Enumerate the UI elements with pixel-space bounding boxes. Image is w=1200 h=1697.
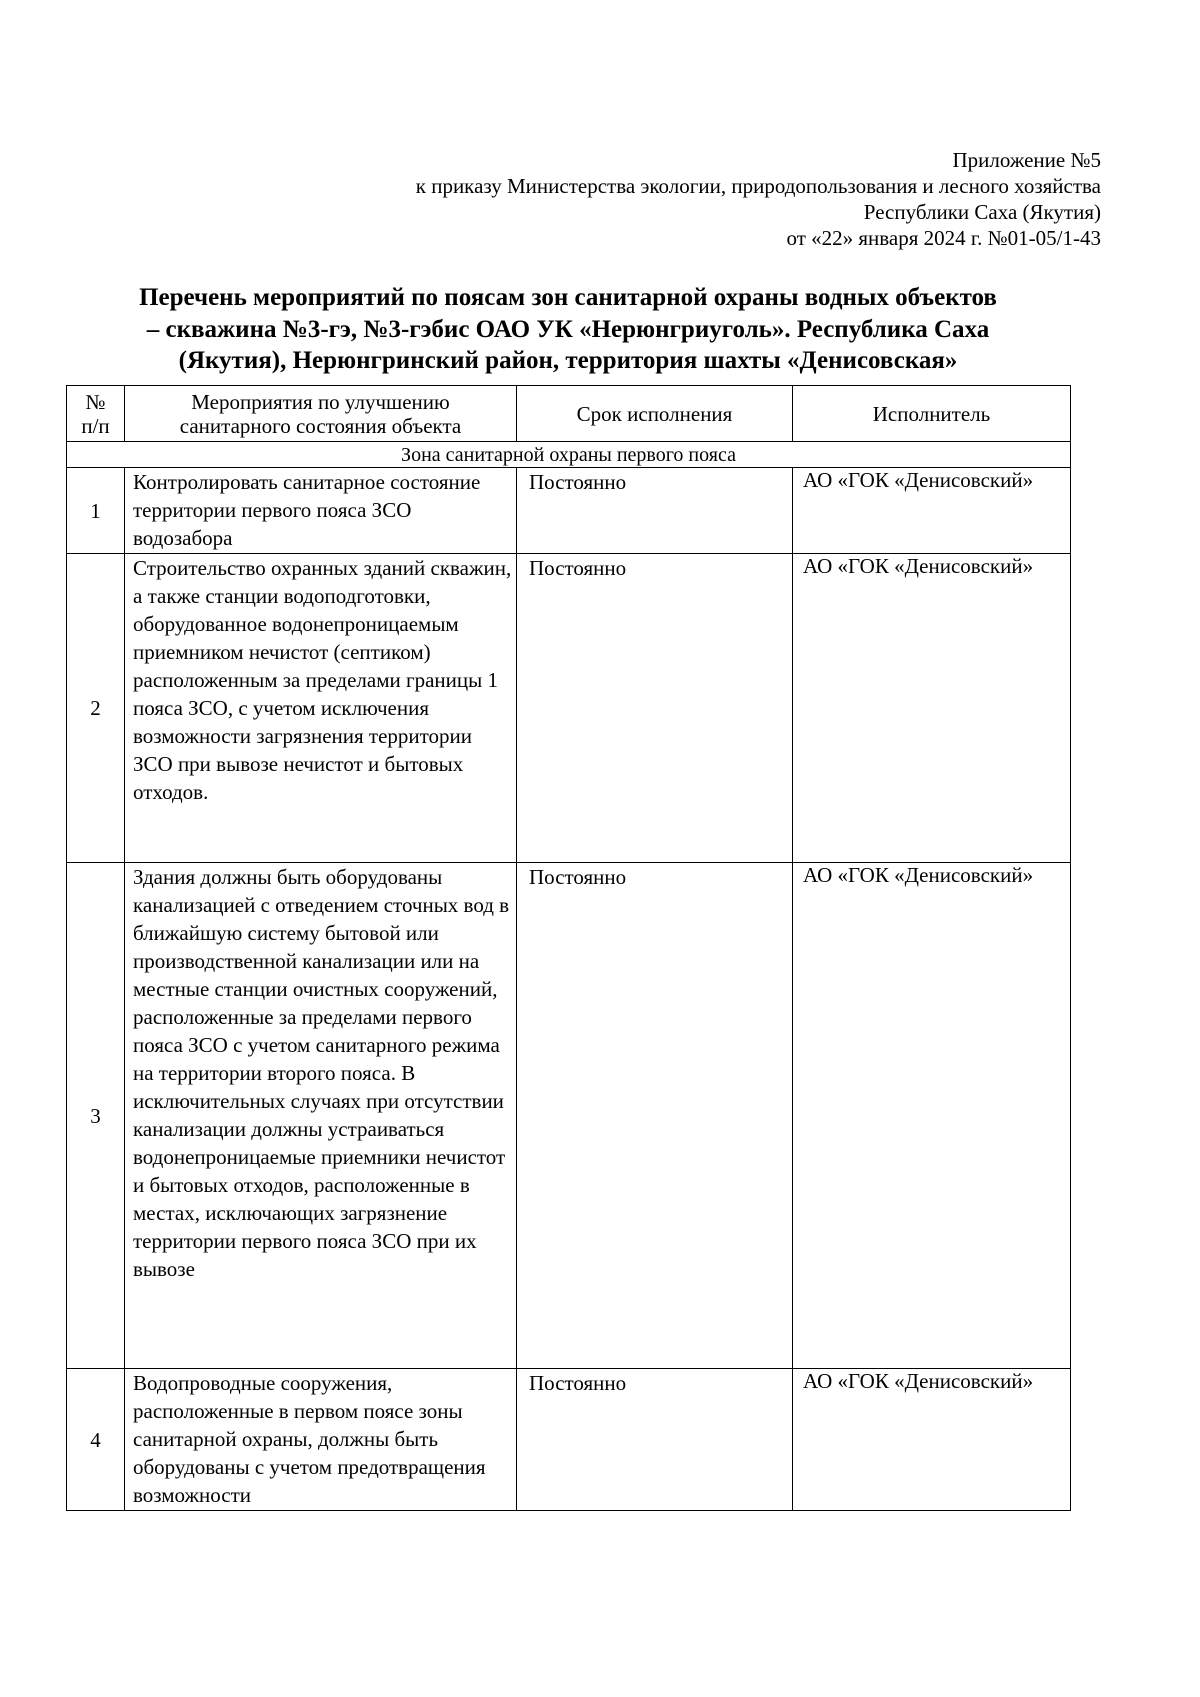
- row-term: Постоянно: [517, 863, 793, 1369]
- row-term: Постоянно: [517, 1369, 793, 1511]
- row-measure: Контролировать санитарное состояние территории первого пояса ЗСО водозабора: [125, 468, 517, 554]
- table-row: [67, 1369, 1071, 1511]
- header-term: Срок исполнения: [517, 386, 793, 442]
- title-line-2: – скважина №3-гэ, №3-гэбис ОАО УК «Нерюнгриуголь». Республика Саха: [146, 315, 990, 343]
- header-measure: [125, 386, 517, 442]
- row-executor: АО «ГОК «Денисовский»: [793, 1369, 1071, 1511]
- header-measure-line2: санитарного состояния объекта: [179, 413, 462, 438]
- zone-row: [67, 442, 1071, 468]
- row-measure: Строительство охранных зданий скважин, а также станции водоподготовки, оборудованное водонепроницаемым приемником нечистот (септиком) расположенным за пределами границы 1 пояса ЗСО, с учетом исключения возможности загрязнения территории ЗСО при вывозе нечистот и бытовых отходов.: [125, 554, 517, 863]
- row-number: 2: [67, 554, 125, 863]
- appendix-number: Приложение №5: [952, 148, 1101, 172]
- header-executor: Исполнитель: [793, 386, 1071, 442]
- row-term: Постоянно: [517, 554, 793, 863]
- row-number: 4: [67, 1369, 125, 1511]
- table-row: [67, 863, 1071, 1369]
- zone-title: Зона санитарной охраны первого пояса: [67, 442, 1071, 468]
- row-executor: АО «ГОК «Денисовский»: [793, 554, 1071, 863]
- measures-table: [66, 385, 1071, 1511]
- header-num-line2: п/п: [81, 413, 110, 438]
- table-row: [67, 468, 1071, 554]
- row-term: Постоянно: [517, 468, 793, 554]
- appendix-date-number: от «22» января 2024 г. №01-05/1-43: [786, 226, 1101, 250]
- row-number: 1: [67, 468, 125, 554]
- table-header-row: [67, 386, 1071, 442]
- title-line-1: Перечень мероприятий по поясам зон санитарной охраны водных объектов: [139, 284, 997, 311]
- appendix-order-ref: к приказу Министерства экологии, природопользования и лесного хозяйства: [415, 174, 1101, 198]
- header-measure-line1: Мероприятия по улучшению: [191, 389, 450, 414]
- header-num-line1: №: [85, 389, 106, 414]
- header-num: [67, 386, 125, 442]
- row-executor: АО «ГОК «Денисовский»: [793, 468, 1071, 554]
- row-executor: АО «ГОК «Денисовский»: [793, 863, 1071, 1369]
- table-row: [67, 554, 1071, 863]
- appendix-republic: Республики Саха (Якутия): [863, 200, 1101, 224]
- row-measure: Здания должны быть оборудованы канализацией с отведением сточных вод в ближайшую систему бытовой или производственной канализации или на местные станции очистных сооружений, расположенные за пределами первого пояса ЗСО с учетом санитарного режима на территории второго пояса. В исключительных случаях при отсутствии канализации должны устраиваться водонепроницаемые приемники нечистот и бытовых отходов, расположенные в местах, исключающих загрязнение территории первого пояса ЗСО при их вывозе: [125, 863, 517, 1369]
- appendix-block: [416, 147, 1101, 251]
- document-title: [66, 282, 1070, 377]
- title-line-3: (Якутия), Нерюнгринский район, территория шахты «Денисовская»: [178, 347, 958, 374]
- row-number: 3: [67, 863, 125, 1369]
- row-measure: Водопроводные сооружения, расположенные в первом поясе зоны санитарной охраны, должны быть оборудованы с учетом предотвращения возможности: [125, 1369, 517, 1511]
